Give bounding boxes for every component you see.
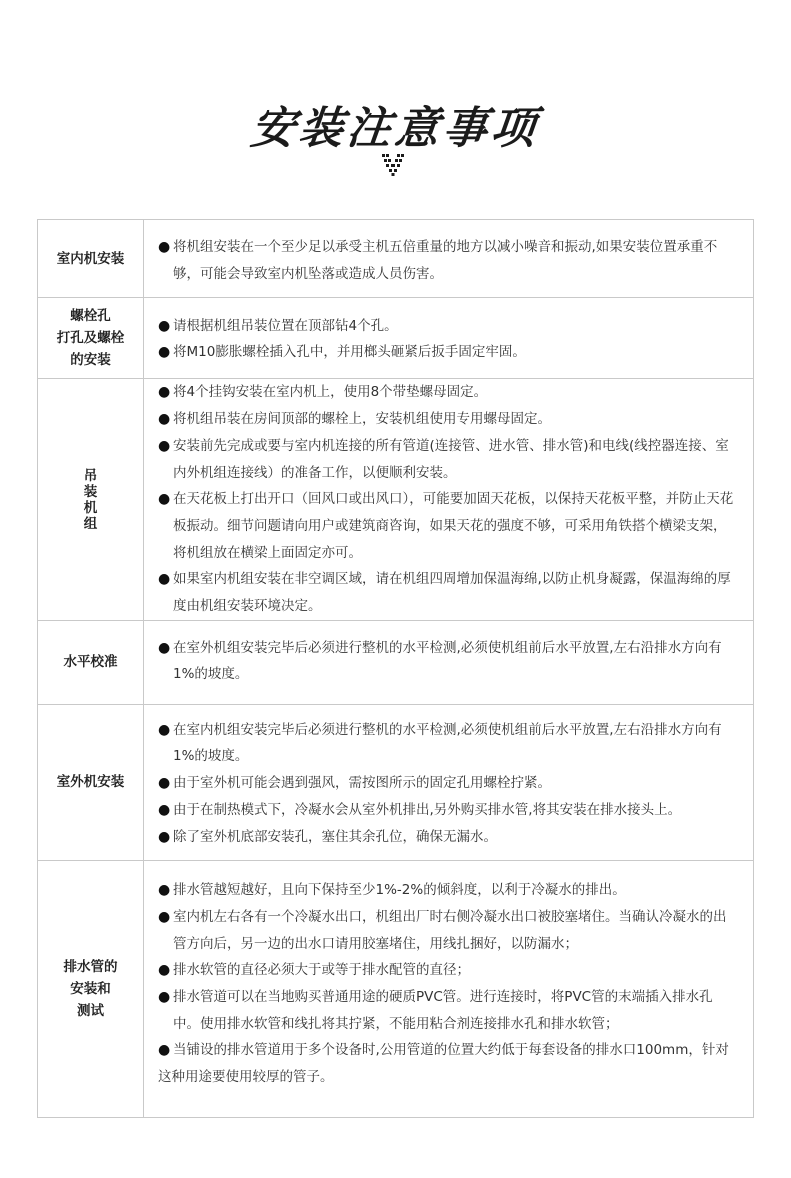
- list-item: ● 由于室外机可能会遇到强风，需按图所示的固定孔用螺栓拧紧。: [158, 770, 739, 797]
- bullet-icon: ●: [158, 639, 171, 656]
- list-item: ● 如果室内机组安装在非空调区域，请在机组四周增加保温海绵,以防止机身凝露，保温海绵的厚度由机组安装环境决定。: [158, 566, 739, 619]
- row-label-bolt-holes: 螺栓孔 打孔及螺栓 的安装: [38, 298, 144, 379]
- bullet-icon: ●: [158, 411, 171, 428]
- bullet-icon: ●: [158, 437, 171, 454]
- list-item: ● 室内机左右各有一个冷凝水出口，机组出厂时右侧冷凝水出口被胶塞堵住。当确认冷凝水的出管方向后，另一边的出水口请用胶塞堵住，用线扎捆好，以防漏水；: [158, 904, 739, 957]
- table-row: [38, 379, 754, 620]
- bullet-icon: ●: [158, 384, 171, 401]
- chevron-down-icon: [382, 152, 404, 176]
- bullet-icon: ●: [158, 239, 171, 255]
- list-item: ● 由于在制热模式下，冷凝水会从室外机排出,另外购买排水管,将其安装在排水接头上。: [158, 797, 739, 824]
- row-label-hoisting: 吊 装 机 组: [38, 379, 144, 620]
- list-item: ● 将机组安装在一个至少足以承受主机五倍重量的地方以减小噪音和振动,如果安装位置承重不够，可能会导致室内机坠落或造成人员伤害。: [158, 234, 739, 287]
- table-row: [38, 861, 754, 1118]
- bullet-icon: ●: [158, 801, 171, 818]
- bullet-icon: ●: [158, 962, 171, 979]
- list-item: ● 在天花板上打出开口（回风口或出风口），可能要加固天花板，以保持天花板平整，并防止天花板振动。细节问题请向用户或建筑商咨询，如果天花的强度不够，可采用角铁搭个横梁支架，将机组放在横梁上面固定亦可。: [158, 486, 739, 566]
- list-item: ● 将M10膨胀螺栓插入孔中，并用榔头砸紧后扳手固定牢固。: [158, 339, 739, 366]
- bullet-icon: ●: [158, 908, 171, 925]
- bullet-icon: ●: [158, 317, 171, 334]
- row-content-hoisting: [144, 379, 754, 620]
- list-item: ● 除了室外机底部安装孔，塞住其余孔位，确保无漏水。: [158, 824, 739, 851]
- table-row: [38, 620, 754, 704]
- row-content-drain-pipe: [144, 861, 754, 1118]
- row-label-indoor-unit: 室内机安装: [38, 220, 144, 298]
- list-item: ● 在室外机组安装完毕后必须进行整机的水平检测,必须使机组前后水平放置,左右沿排水方向有1%的坡度。: [158, 635, 739, 688]
- list-item: ● 在室内机组安装完毕后必须进行整机的水平检测,必须使机组前后水平放置,左右沿排水方向有1%的坡度。: [158, 717, 739, 770]
- list-item: ● 将机组吊装在房间顶部的螺栓上，安装机组使用专用螺母固定。: [158, 406, 739, 433]
- list-item: ● 将4个挂钩安装在室内机上，使用8个带垫螺母固定。: [158, 379, 739, 406]
- row-label-drain-pipe: 排水管的 安装和 测试: [38, 861, 144, 1118]
- bullet-icon: ●: [158, 989, 171, 1006]
- row-content-leveling: [144, 620, 754, 704]
- notes-table: [37, 219, 754, 1118]
- row-content-indoor-unit: [144, 220, 754, 298]
- page-title: 安装注意事项: [248, 103, 542, 154]
- bullet-icon: ●: [158, 721, 171, 738]
- list-item: ● 当铺设的排水管道用于多个设备时,公用管道的位置大约低于每套设备的排水口100mm，针对这种用途要使用较厚的管子。: [158, 1037, 739, 1090]
- row-label-leveling: 水平校准: [38, 620, 144, 704]
- table-row: [38, 704, 754, 861]
- table-row: [38, 220, 754, 298]
- bullet-icon: ●: [158, 491, 171, 508]
- list-item: ● 排水管越短越好，且向下保持至少1%-2%的倾斜度，以利于冷凝水的排出。: [158, 877, 739, 904]
- bullet-icon: ●: [158, 344, 171, 361]
- row-content-bolt-holes: [144, 298, 754, 379]
- row-content-outdoor-unit: [144, 704, 754, 861]
- row-label-outdoor-unit: 室外机安装: [38, 704, 144, 861]
- list-item: ● 排水软管的直径必须大于或等于排水配管的直径；: [158, 957, 739, 984]
- bullet-icon: ●: [158, 882, 171, 899]
- list-item: ● 排水管道可以在当地购买普通用途的硬质PVC管。进行连接时，将PVC管的末端插入排水孔中。使用排水软管和线扎将其拧紧，不能用粘合剂连接排水孔和排水软管；: [158, 984, 739, 1037]
- list-item: ● 安装前先完成或要与室内机连接的所有管道(连接管、进水管、排水管)和电线(线控器连接、室内外机组连接线）的准备工作，以便顺利安装。: [158, 433, 739, 486]
- table-row: [38, 298, 754, 379]
- bullet-icon: ●: [158, 1042, 171, 1059]
- bullet-icon: ●: [158, 775, 171, 792]
- bullet-icon: ●: [158, 571, 171, 588]
- list-item: ● 请根据机组吊装位置在顶部钻4个孔。: [158, 313, 739, 340]
- bullet-icon: ●: [158, 828, 171, 845]
